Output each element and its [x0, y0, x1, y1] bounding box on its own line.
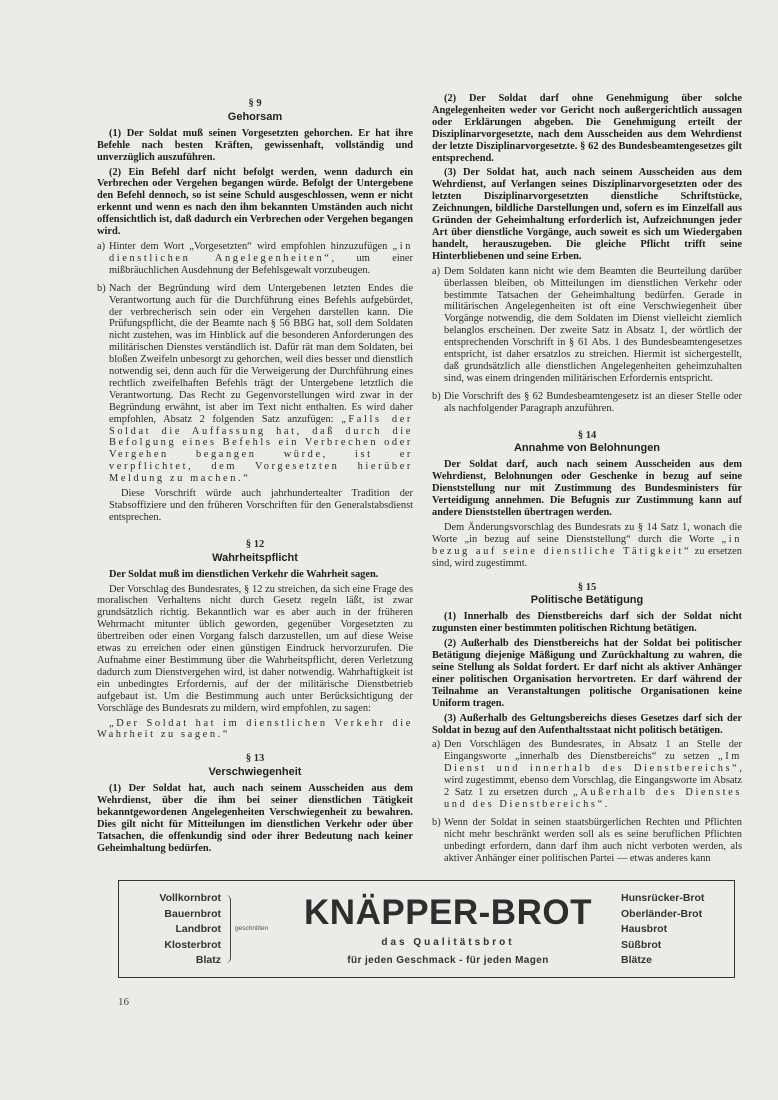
ad-item: Süßbrot	[621, 938, 662, 951]
item-label: a)	[432, 265, 441, 277]
ad-right-list	[621, 891, 704, 969]
text-run: (1) Der Soldat muß seinen Vorgesetzten gehorchen. Er hat ihre Befehle nach besten Kräften, gewissenhaft, vollständig und unverzüglich auszuführen.	[97, 127, 413, 163]
law-paragraph	[432, 93, 742, 164]
text-run: Dem Soldaten kann nicht wie dem Beamten die Beurteilung darüber überlassen bleiben, ob Mitteilungen im dienstlichen Verkehr oder bestimmte Tatsachen der Geheimhaltung bedürfen. Gerade in militärischen Angelegenheiten ist oft eine Verschwiegenheit über Vorgänge notwendig, die dem Soldaten im Dienst vielleicht ziemlich belanglos erscheinen. Der zweite Satz in Absatz 1, der wörtlich der entsprechenden Vorschrift in § 61 Abs. 1 des Bundesbeamtengesetzes entspricht, ist daher ersatzlos zu streichen. Hiermit ist sichergestellt, daß grundsätzlich alle dienstlichen Angelegenheiten geheimzuhalten sind, was einem dringenden militärischen Erfordernis entspricht.	[444, 265, 742, 384]
item-label: b)	[97, 282, 106, 294]
text-run: Die Vorschrift des § 62 Bundesbeamtengesetz ist an dieser Stelle oder als nachfolgender Paragraph anzuführen.	[444, 390, 742, 414]
item-text	[444, 391, 742, 418]
text-run: (3) Der Soldat hat, auch nach seinem Ausscheiden aus dem Wehrdienst, auf Verlangen seines Disziplinarvorgesetzten oder des letzten Disziplinarvorgesetzten dienstliche Schriftstücke, Zeichnungen, bildliche Darstellungen und, sofern es im Einzelfall aus Gründen der Geheimhaltung erforderlich ist, Aufzeichnungen jeder Art über dienstliche Vorgänge, auch soweit es sich um Wiedergaben handelt, herauszugeben. Die gleiche Pflicht trifft seine Hinterbliebenen und seine Erben.	[432, 167, 742, 262]
ad-slogan: das Qualitätsbrot	[381, 937, 515, 949]
law-paragraph	[432, 638, 742, 709]
emphasis-text: „in dienstlichen Angelegenheiten“	[109, 240, 413, 264]
item-text	[444, 817, 742, 868]
item-label: a)	[97, 240, 106, 252]
text-run: Nach der Begründung wird dem Untergebenen letzten Endes die Verantwortung auch für die Durchführung eines Befehls aufgebürdet, der verbrecherisch sein oder ein Vergehen darstellen kann. Die Prüfungspflicht, die der Beamte nach § 56 BBG hat, soll dem Soldaten nicht zustehen, was im Hinblick auf die besonderen Anforderungen des militärischen Dienstes verständlich ist. Dafür rät man dem Soldaten, bei bloßen Zweifeln unbesorgt zu gehorchen, weil dies besser und dienstlich notwendig sei, denn auch für die Verweigerung der Durchführung eines rechtlich zweifelhaften Befehls trägt der Untergebene letztlich die Verantwortung. Das Recht zu Gegenvorstellungen wird zwar in der Begründung erwähnt, ist aber im Text nicht enthalten. Es wird daher empfohlen, Absatz 2 folgenden Satz anzufügen:	[109, 282, 413, 425]
item-label: b)	[432, 390, 441, 402]
commentary-item	[432, 391, 742, 418]
ad-item: Klosterbrot	[164, 938, 221, 951]
ad-cut-label: geschnitten	[235, 925, 269, 933]
commentary-item	[97, 283, 413, 527]
text-run: Den Vorschlägen des Bundesrates, in Absatz 1 an Stelle der Eingangsworte „innerhalb des Dienstbereichs“ zu setzen	[444, 739, 742, 763]
section-number: § 12	[245, 538, 265, 550]
text-run: Der Vorschlag des Bundesrates, § 12 zu streichen, da sich eine Frage des moralischen Verhaltens nicht durch Gesetz regeln läßt, ist zwar grundsätzlich richtig. Bekanntlich war es aber auch in der früheren Wehrmacht mitunter üblich geworden, gegenüber Vorgesetzten zu übertreiben oder einen Vorgang falsch darzustellen, um auf diese Weise etwas zu erreichen oder einen günstigen Eindruck hervorzurufen. Die Aufnahme einer Bestimmung über die Wahrheitspflicht, deren Verletzung dadurch zum Dienstvergehen wird, ist daher notwendig. Wahrhaftigkeit ist ein unbedingtes Erfordernis, auf der der militärische Dienstbetrieb aufgebaut ist. Um die Bestimmung auch unter Berücksichtigung der Vorschläge des Bundesrats zu mildern, wird empfohlen, zu sagen:	[97, 583, 413, 714]
emphasis-text: „Außerhalb des Dienstes und des Dienstbereichs“	[444, 787, 742, 810]
section-number: § 15	[577, 581, 597, 593]
ad-tagline: für jeden Geschmack - für jeden Magen	[347, 955, 549, 967]
item-paragraph	[444, 391, 742, 415]
section-number: § 13	[245, 753, 265, 765]
commentary-paragraph	[97, 718, 413, 742]
item-paragraph	[109, 283, 413, 485]
section-title: Politische Betätigung	[530, 594, 644, 607]
item-text	[109, 283, 413, 527]
law-paragraph	[97, 167, 413, 238]
section-title: Wahrheitspflicht	[212, 551, 298, 564]
item-paragraph	[109, 241, 413, 277]
bread-advertisement	[118, 880, 735, 978]
text-run: (2) Außerhalb des Dienstbereichs hat der Soldat bei politischer Betätigung diejenige Mäßigung und Zurückhaltung zu wahren, die seine Stellung als Soldat fordert. Er darf nicht als aktiver Anhänger einer politischen Organisation hervortreten. Er darf während der Teilnahme an Veranstaltungen politische Organisationen keine Uniform tragen.	[432, 638, 742, 709]
item-label: b)	[432, 816, 441, 828]
emphasis-text: „Der Soldat hat im dienstlichen Verkehr die Wahrheit zu sagen.“	[97, 717, 413, 741]
law-paragraph	[97, 569, 413, 581]
text-run: .	[604, 798, 608, 810]
text-run: zu ersetzen sind, wird zugestimmt.	[432, 545, 742, 569]
ad-item: Blatz	[195, 954, 221, 967]
commentary-item	[432, 817, 742, 868]
ad-item: Landbrot	[175, 923, 221, 936]
emphasis-text: „in bezug auf seine dienstliche Tätigkeit“	[432, 533, 742, 557]
commentary-paragraph	[97, 584, 413, 715]
law-paragraph	[97, 783, 413, 854]
text-run: (2) Der Soldat darf ohne Genehmigung über solche Angelegenheiten weder vor Gericht noch außergerichtlich aussagen oder Erklärungen abgeben. Die Genehmigung erteilt der Disziplinarvorgesetzte, nach dem Ausscheiden aus dem Wehrdienst der letzte Disziplinarvorgesetzte. § 62 des Bundesbeamtengesetzes gilt entsprechend.	[432, 93, 742, 164]
text-run: Hinter dem Wort „Vorgesetzten“ wird empfohlen hinzuzufügen	[109, 240, 393, 252]
text-run: Wenn der Soldat in seinen staatsbürgerlichen Rechten und Pflichten nicht mehr beschränkt werden soll als es seine beruflichen Pflichten unbedingt erfordern, dann darf ihm auch nicht verboten werden, als aktiver Anhänger einer politischen Partei — etwas anderes kann	[444, 816, 742, 864]
text-run: Dem Änderungsvorschlag des Bundesrats zu § 14 Satz 1, wonach die Worte „in bezug auf seine Dienststellung“ durch die Worte	[432, 521, 742, 545]
item-paragraph	[444, 817, 742, 865]
text-run: , wird zugestimmt, ebenso dem Vorschlag, die Eingangsworte im Absatz 2 Satz 1 zu ersetzen durch	[444, 763, 742, 799]
item-paragraph	[444, 739, 742, 810]
item-paragraph: Diese Vorschrift würde auch jahrhundertealter Tradition der Stabsoffiziere und den früheren Vorschriften für den Generalstabsdienst entsprechen.	[109, 488, 413, 523]
commentary-paragraph	[432, 522, 742, 570]
commentary-item	[432, 266, 742, 388]
law-paragraph	[432, 611, 742, 635]
ad-left-list	[133, 891, 221, 969]
ad-item: Oberländer-Brot	[621, 907, 703, 920]
law-paragraph	[432, 167, 742, 262]
section-number: § 9	[248, 98, 262, 109]
right-column	[432, 93, 742, 870]
text-run: (1) Der Soldat hat, auch nach seinem Ausscheiden aus dem Wehrdienst, über die ihm bei seiner dienstlichen Tätigkeit bekanntgewordenen Angelegenheiten Verschwiegenheit zu bewahren. Dies gilt nicht für Mitteilungen im dienstlichen Verkehr oder über Tatsachen, die offenkundig sind oder ihrer Bedeutung nach keiner Geheimhaltung bedürfen.	[97, 783, 413, 854]
text-run: (2) Ein Befehl darf nicht befolgt werden, wenn dadurch ein Verbrechen oder Vergehen begangen würde. Befolgt der Untergebene den Befehl dennoch, so ist seine Schuld ausgeschlossen, wenn er nicht erkennt und wenn es nach den ihm bekannten Umständen auch nicht offensichtlich ist, daß dadurch ein Verbrechen oder Vergehen begangen wird.	[97, 166, 413, 238]
item-text	[444, 739, 742, 813]
ad-item: Hunsrücker-Brot	[621, 892, 705, 905]
bracket-icon	[226, 895, 231, 963]
item-label: a)	[432, 739, 441, 751]
section-title: Annahme von Belohnungen	[513, 442, 661, 455]
text-run: (1) Innerhalb des Dienstbereichs darf sich der Soldat nicht zugunsten einer bestimmten politischen Richtung betätigen.	[432, 611, 742, 635]
section-title: Gehorsam	[227, 110, 283, 123]
item-paragraph	[444, 266, 742, 385]
page-sheet	[97, 93, 742, 1008]
item-text	[109, 241, 413, 280]
law-paragraph	[97, 128, 413, 164]
text-run: , um einer mißbräuchlichen Ausdehnung der Befehlsgewalt vorzubeugen.	[109, 252, 413, 276]
commentary-item	[432, 739, 742, 813]
emphasis-text: „Falls der Soldat die Auffassung hat, daß durch die Befolgung eines Befehls ein Verbrechen oder Vergehen begangen würde, ist er verpflichtet, dem Vorgesetzten hierüber Meldung zu machen.“	[109, 413, 413, 485]
text-run: Der Soldat muß im dienstlichen Verkehr die Wahrheit sagen.	[109, 568, 379, 580]
section-number: § 14	[577, 429, 597, 441]
section-title: Verschwiegenheit	[208, 766, 302, 779]
left-column	[97, 93, 413, 858]
ad-brand-logo: KNÄPPER-BROT	[304, 893, 592, 933]
page-number: 16	[118, 996, 129, 1009]
law-paragraph	[432, 713, 742, 737]
item-text	[444, 266, 742, 388]
text-columns	[97, 93, 742, 870]
text-run: (3) Außerhalb des Geltungsbereichs dieses Gesetzes darf sich der Soldat in bezug auf den Aufenthaltsstaat nicht politisch betätigen.	[432, 712, 742, 736]
ad-item: Vollkornbrot	[159, 892, 221, 905]
ad-item: Blätze	[621, 954, 652, 967]
text-run: Der Soldat darf, auch nach seinem Ausscheiden aus dem Wehrdienst, Belohnungen oder Geschenke in bezug auf seine Dienststellung nur mit Zustimmung des Bundesministers für Verteidigung annehmen. Die Befugnis zur Zustimmung kann auf andere Dienststellen übertragen werden.	[432, 459, 742, 518]
ad-item: Bauernbrot	[164, 907, 221, 920]
commentary-item	[97, 241, 413, 280]
ad-item: Hausbrot	[621, 923, 668, 936]
emphasis-text: „Im Dienst und innerhalb des Dienstbereichs“	[444, 751, 742, 775]
law-paragraph	[432, 459, 742, 519]
